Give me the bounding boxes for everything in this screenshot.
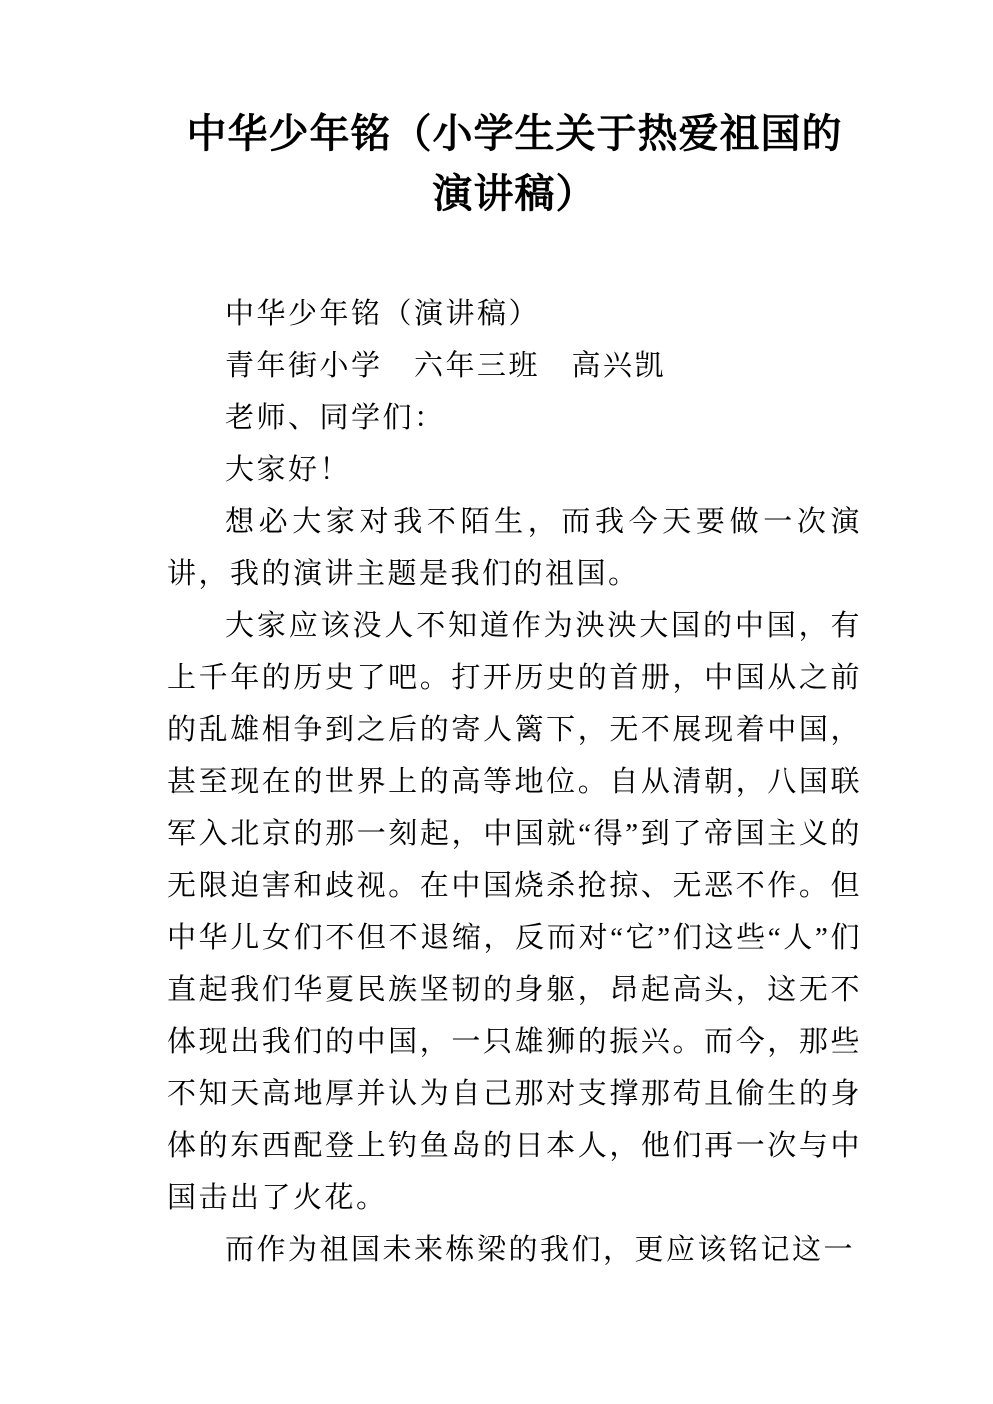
paragraph-intro: 想必大家对我不陌生，而我今天要做一次演讲，我的演讲主题是我们的祖国。 (167, 506, 862, 590)
paragraph-salutation: 老师、同学们： (225, 402, 446, 434)
paragraph-subtitle: 中华少年铭（演讲稿） (225, 298, 541, 330)
document-body (167, 288, 862, 1276)
paragraph-greeting: 大家好！ (225, 454, 352, 486)
paragraph-closing-truncated: 而作为祖国未来栋梁的我们，更应该铭记这一 (225, 1234, 856, 1266)
paragraph-main: 大家应该没人不知道作为泱泱大国的中国，有上千年的历史了吧。打开历史的首册，中国从之前的乱雄相争到之后的寄人篱下，无不展现着中国，甚至现在的世界上的高等地位。自从清朝，八国联军入北京的那一刻起，中国就“得”到了帝国主义的无限迫害和歧视。在中国烧杀抢掠、无恶不作。但中华儿女们不但不退缩，反而对“它”们这些“人”们直起我们华夏民族坚韧的身躯，昂起高头，这无不体现出我们的中国，一只雄狮的振兴。而今，那些不知天高地厚并认为自己那对支撑那苟且偷生的身体的东西配登上钓鱼岛的日本人，他们再一次与中国击出了火花。 (167, 610, 862, 1214)
document-title: 中华少年铭（小学生关于热爱祖国的演讲稿） (186, 112, 843, 216)
paragraph-author-line: 青年街小学 六年三班 高兴凯 (225, 350, 667, 382)
